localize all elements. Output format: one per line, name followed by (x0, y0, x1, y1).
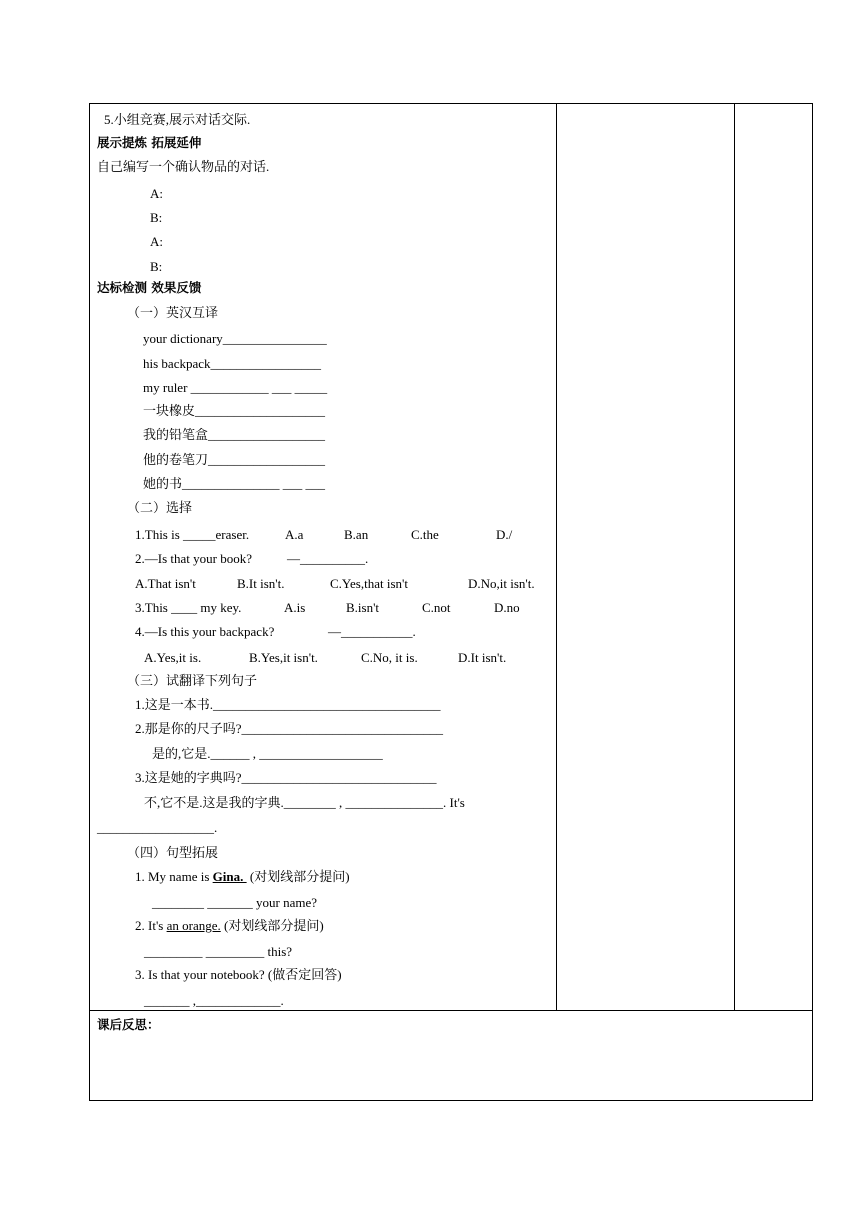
part4-item-2 (135, 918, 324, 934)
part1-title: （一）英汉互译 (127, 305, 219, 320)
reflection-label: 课后反思： (97, 1017, 160, 1032)
part3-title: （三）试翻译下列句子 (127, 673, 258, 688)
question-3-option: C.not (422, 600, 451, 615)
question-1-option: C.the (411, 527, 439, 542)
question-3-stem: 3.This ____ my key. (135, 600, 242, 615)
part2-title: （二）选择 (127, 500, 193, 515)
underlined-target: an orange. (166, 918, 221, 933)
translation-item: 他的卷笔刀__________________ (143, 452, 326, 467)
part3-line: 是的,它是.______ , ___________________ (152, 746, 383, 761)
dialog-line: B: (150, 259, 163, 274)
section-heading-show: 展示提炼 拓展延伸 (97, 135, 202, 150)
question-2-option: A.That isn't (135, 576, 196, 591)
question-3-option: B.isn't (346, 600, 380, 615)
question-3-option: A.is (284, 600, 306, 615)
question-4-option: D.It isn't. (458, 650, 507, 665)
question-2-answer: —__________. (287, 551, 369, 566)
dialog-line: A: (150, 186, 163, 201)
part4-item-1-note: (对划线部分提问) (246, 869, 350, 884)
part4-item-2-text: 2. It's (135, 918, 167, 933)
question-4-option: A.Yes,it is. (144, 650, 202, 665)
question-4-stem: 4.—Is this your backpack? (135, 624, 275, 639)
column-divider-1 (556, 104, 557, 1010)
question-1-option: A.a (285, 527, 304, 542)
column-divider-2 (734, 104, 735, 1010)
part3-line: __________________. (97, 820, 218, 835)
translation-item: his backpack_________________ (143, 356, 322, 371)
question-1-option: D./ (496, 527, 513, 542)
underlined-target: Gina. (212, 869, 247, 884)
dialog-intro: 自己编写一个确认物品的对话. (97, 159, 270, 174)
question-1-option: B.an (344, 527, 369, 542)
translation-item: 我的铅笔盒__________________ (143, 427, 326, 442)
translation-item: 一块橡皮____________________ (143, 403, 326, 418)
translation-item: my ruler ____________ ___ _____ (143, 380, 328, 395)
translation-item: your dictionary________________ (143, 331, 327, 346)
section-heading-test: 达标检测 效果反馈 (97, 280, 202, 295)
part3-line: 不,它不是.这是我的字典.________ , _______________. It's (144, 795, 465, 810)
question-4-option: C.No, it is. (361, 650, 418, 665)
part4-item-1-text: 1. My name is (135, 869, 213, 884)
part4-answer-3: _______ ,_____________. (144, 993, 284, 1008)
step-5-text: 5.小组竞赛,展示对话交际. (104, 112, 251, 127)
question-2-stem: 2.—Is that your book? (135, 551, 252, 566)
part4-title: （四）句型拓展 (127, 845, 219, 860)
translation-item: 她的书_______________ ___ ___ (143, 476, 326, 491)
dialog-line: A: (150, 234, 163, 249)
question-2-option: C.Yes,that isn't (330, 576, 408, 591)
part4-answer-2: _________ _________ this? (144, 944, 293, 959)
row-divider (90, 1010, 812, 1011)
question-2-option: B.It isn't. (237, 576, 285, 591)
part3-line: 1.这是一本书.___________________________________ (135, 697, 441, 712)
question-1-stem: 1.This is _____eraser. (135, 527, 250, 542)
part3-line: 3.这是她的字典吗?______________________________ (135, 770, 437, 785)
part4-item-3: 3. Is that your notebook? (做否定回答) (135, 967, 342, 982)
question-3-option: D.no (494, 600, 520, 615)
question-2-option: D.No,it isn't. (468, 576, 535, 591)
question-4-answer: —___________. (328, 624, 416, 639)
part4-item-2-note: (对划线部分提问) (220, 918, 324, 933)
question-4-option: B.Yes,it isn't. (249, 650, 318, 665)
part4-answer-1: ________ _______ your name? (152, 895, 318, 910)
part4-item-1 (135, 869, 350, 885)
dialog-line: B: (150, 210, 163, 225)
part3-line: 2.那是你的尺子吗?_______________________________ (135, 721, 444, 736)
